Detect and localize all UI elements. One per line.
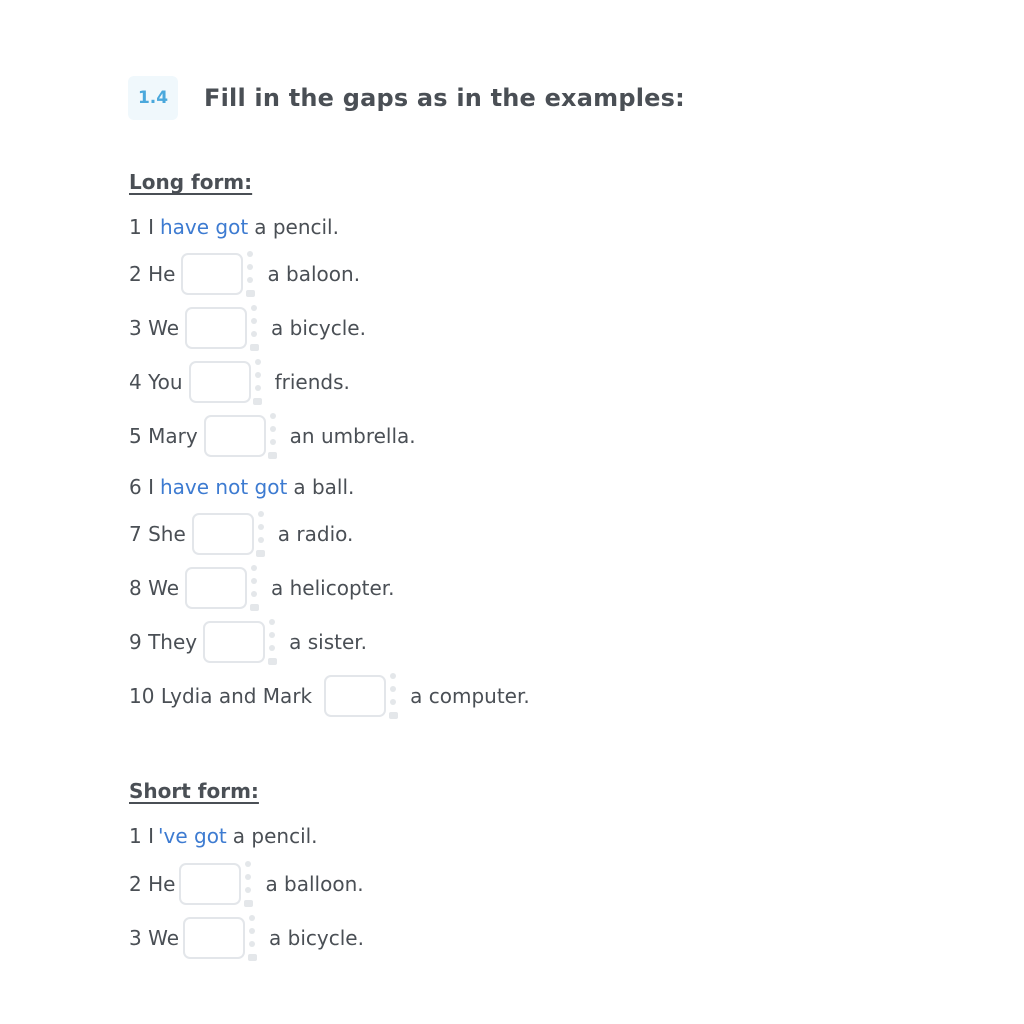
- answer-gap-input[interactable]: [189, 361, 251, 403]
- item-rest: a computer.: [410, 684, 530, 708]
- long-item-3: [129, 305, 366, 351]
- item-number: 2: [129, 262, 142, 286]
- drag-handle-icon[interactable]: [247, 915, 257, 961]
- item-rest: a ball.: [293, 475, 355, 499]
- example-answer: have not got: [160, 475, 288, 499]
- exercise-number-badge: 1.4: [128, 76, 178, 120]
- long-item-5: [129, 413, 416, 459]
- answer-gap-input[interactable]: [203, 621, 265, 663]
- answer-gap-input[interactable]: [192, 513, 254, 555]
- drag-handle-icon[interactable]: [245, 251, 255, 297]
- item-number: 8: [129, 576, 142, 600]
- item-rest: a bicycle.: [269, 926, 364, 950]
- item-subject: Mary: [148, 424, 198, 448]
- item-rest: a pencil.: [232, 824, 318, 848]
- item-number: 1: [129, 824, 142, 848]
- item-number: 7: [129, 522, 142, 546]
- item-subject: I: [148, 475, 154, 499]
- example-answer: 've got: [158, 824, 227, 848]
- answer-gap-input[interactable]: [181, 253, 243, 295]
- item-rest: a sister.: [289, 630, 368, 654]
- item-number: 6: [129, 475, 142, 499]
- item-subject: We: [148, 316, 180, 340]
- item-subject: She: [148, 522, 186, 546]
- long-item-10: [129, 673, 530, 719]
- drag-handle-icon[interactable]: [256, 511, 266, 557]
- item-rest: an umbrella.: [289, 424, 416, 448]
- item-subject: You: [148, 370, 183, 394]
- long-item-7: [129, 511, 353, 557]
- short-item-3: [129, 915, 364, 961]
- item-subject: Lydia and Mark: [160, 684, 313, 708]
- drag-handle-icon[interactable]: [249, 565, 259, 611]
- item-rest: a bicycle.: [271, 316, 366, 340]
- short-form-heading: Short form:: [129, 779, 259, 803]
- drag-handle-icon[interactable]: [268, 413, 278, 459]
- item-number: 5: [129, 424, 142, 448]
- long-item-2: [129, 251, 360, 297]
- item-number: 4: [129, 370, 142, 394]
- item-number: 9: [129, 630, 142, 654]
- short-item-2: [129, 861, 364, 907]
- exercise-header: [128, 76, 685, 120]
- answer-gap-input[interactable]: [324, 675, 386, 717]
- drag-handle-icon[interactable]: [253, 359, 263, 405]
- item-subject: We: [148, 576, 180, 600]
- item-number: 10: [129, 684, 155, 708]
- long-form-heading: Long form:: [129, 170, 253, 194]
- long-item-6: [129, 475, 354, 499]
- answer-gap-input[interactable]: [183, 917, 245, 959]
- long-item-4: [129, 359, 350, 405]
- long-item-1: [129, 215, 339, 239]
- item-subject: I: [148, 824, 154, 848]
- item-number: 3: [129, 926, 142, 950]
- item-subject: I: [148, 215, 154, 239]
- item-subject: He: [148, 262, 176, 286]
- item-subject: We: [148, 926, 180, 950]
- drag-handle-icon[interactable]: [388, 673, 398, 719]
- item-number: 2: [129, 872, 142, 896]
- answer-gap-input[interactable]: [185, 567, 247, 609]
- item-rest: a balloon.: [265, 872, 364, 896]
- answer-gap-input[interactable]: [179, 863, 241, 905]
- item-rest: a pencil.: [254, 215, 339, 239]
- answer-gap-input[interactable]: [204, 415, 266, 457]
- drag-handle-icon[interactable]: [249, 305, 259, 351]
- answer-gap-input[interactable]: [185, 307, 247, 349]
- item-rest: friends.: [274, 370, 350, 394]
- long-item-8: [129, 565, 395, 611]
- item-rest: a helicopter.: [271, 576, 395, 600]
- item-number: 1: [129, 215, 142, 239]
- item-subject: They: [148, 630, 198, 654]
- drag-handle-icon[interactable]: [243, 861, 253, 907]
- long-item-9: [129, 619, 367, 665]
- short-item-1: [129, 824, 318, 848]
- example-answer: have got: [160, 215, 249, 239]
- drag-handle-icon[interactable]: [267, 619, 277, 665]
- item-rest: a baloon.: [267, 262, 361, 286]
- item-number: 3: [129, 316, 142, 340]
- item-rest: a radio.: [277, 522, 354, 546]
- exercise-title: Fill in the gaps as in the examples:: [204, 84, 685, 112]
- item-subject: He: [148, 872, 176, 896]
